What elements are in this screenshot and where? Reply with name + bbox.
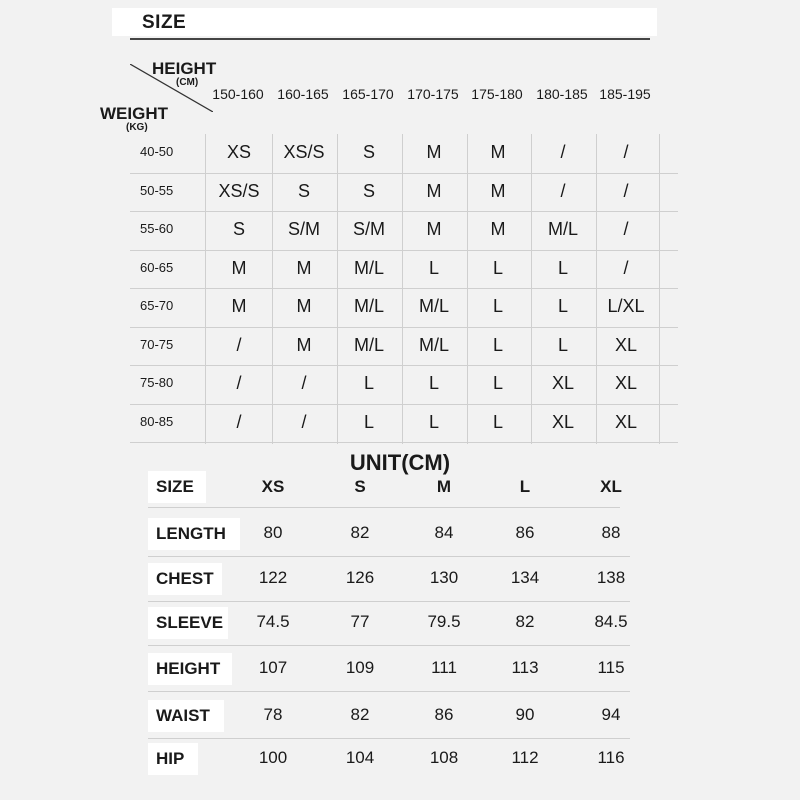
measurement-row-label: LENGTH: [148, 518, 240, 550]
size-cell: M: [231, 257, 247, 278]
height-range-header: 150-160: [212, 86, 264, 102]
size-cell: M: [490, 180, 506, 201]
size-cell: M/L: [547, 219, 578, 240]
height-range-header: 160-165: [277, 86, 329, 102]
measurement-value: 84.5: [594, 612, 628, 631]
size-cell: XL: [614, 411, 638, 432]
size-cell: /: [623, 219, 629, 240]
height-range-header: 170-175: [407, 86, 459, 102]
measurement-value: 78: [263, 705, 283, 724]
size-column-header: XL: [600, 477, 622, 496]
size-cell: /: [236, 334, 242, 355]
size-cell: M: [426, 180, 442, 201]
table-rule: [148, 738, 630, 739]
grid-hline: [205, 288, 678, 289]
measurement-row-label: HIP: [148, 743, 198, 775]
size-cell: L: [492, 257, 503, 278]
size-column-header: XS: [261, 477, 285, 496]
grid-vline: [205, 134, 206, 444]
size-cell: XL: [614, 334, 638, 355]
grid-hline: [130, 250, 205, 251]
size-column-header: L: [519, 477, 531, 496]
measurement-row-label: CHEST: [148, 563, 222, 595]
height-range-header: 185-195: [599, 86, 651, 102]
size-cell: M: [296, 334, 312, 355]
table-rule: [148, 645, 630, 646]
measurement-value: 122: [258, 568, 288, 587]
size-cell: M/L: [353, 257, 384, 278]
grid-hline: [205, 250, 678, 251]
size-cell: S: [362, 142, 375, 163]
size-cell: L: [492, 373, 503, 394]
size-cell: L: [428, 411, 439, 432]
table-rule: [148, 691, 630, 692]
measurement-row-label: HEIGHT: [148, 653, 232, 685]
header-divider: [130, 38, 650, 40]
grid-hline: [205, 365, 678, 366]
weight-range-header: 75-80: [140, 375, 174, 391]
size-cell: M: [490, 142, 506, 163]
measurement-value: 109: [345, 658, 375, 677]
weight-axis-label: WEIGHT: [100, 104, 168, 123]
size-cell: S: [297, 180, 310, 201]
grid-hline: [205, 404, 678, 405]
size-cell: /: [623, 142, 629, 163]
measurement-value: 74.5: [256, 612, 290, 631]
measurement-value: 94: [601, 705, 621, 724]
size-cell: /: [560, 180, 566, 201]
size-cell: XL: [551, 373, 575, 394]
height-range-header: 175-180: [471, 86, 523, 102]
size-column-header: S: [354, 477, 366, 496]
size-cell: /: [301, 411, 307, 432]
weight-range-header: 65-70: [140, 298, 174, 314]
measurement-value: 79.5: [427, 612, 461, 631]
measurement-value: 82: [515, 612, 535, 631]
size-cell: /: [236, 411, 242, 432]
measurement-value: 86: [515, 523, 535, 542]
size-cell: /: [236, 373, 242, 394]
grid-hline: [205, 442, 678, 443]
size-column-header: M: [436, 477, 452, 496]
measurement-value: 82: [350, 523, 370, 542]
weight-range-header: 80-85: [140, 413, 174, 429]
measurement-row-label: WAIST: [148, 700, 224, 732]
size-cell: /: [623, 180, 629, 201]
size-cell: XS: [226, 142, 251, 163]
grid-hline: [130, 327, 205, 328]
measurement-value: 126: [345, 568, 375, 587]
size-cell: L: [428, 257, 439, 278]
weight-range-header: 60-65: [140, 259, 174, 275]
size-cell: S/M: [352, 219, 385, 240]
grid-vline: [659, 134, 660, 444]
size-cell: /: [301, 373, 307, 394]
grid-hline: [130, 288, 205, 289]
size-cell: L: [428, 373, 439, 394]
weight-range-header: 55-60: [140, 221, 174, 237]
grid-hline: [205, 327, 678, 328]
weight-range-header: 70-75: [140, 336, 174, 352]
size-cell: M: [490, 219, 506, 240]
size-cell: /: [560, 142, 566, 163]
size-cell: L: [557, 296, 568, 317]
size-title-bar: [112, 8, 657, 36]
weight-range-header: 50-55: [140, 182, 174, 198]
table-rule: [148, 601, 630, 602]
weight-unit-label: (KG): [126, 122, 148, 133]
size-cell: /: [623, 257, 629, 278]
grid-hline: [130, 365, 205, 366]
size-cell: S/M: [287, 219, 320, 240]
size-cell: M: [426, 219, 442, 240]
measurement-value: 90: [515, 705, 535, 724]
size-cell: L: [557, 334, 568, 355]
grid-hline: [205, 173, 678, 174]
height-unit-label: (CM): [176, 77, 199, 88]
measurement-value: 82: [350, 705, 370, 724]
height-axis-label: HEIGHT: [152, 59, 217, 78]
measurement-value: 116: [597, 748, 625, 767]
measurement-value: 86: [434, 705, 454, 724]
measurement-value: 88: [601, 523, 621, 542]
size-cell: XS/S: [283, 142, 325, 163]
size-cell: S: [362, 180, 375, 201]
size-cell: S: [232, 219, 245, 240]
size-cell: M/L: [353, 296, 384, 317]
size-cell: M: [426, 142, 442, 163]
size-cell: M/L: [353, 334, 384, 355]
size-cell: XL: [551, 411, 575, 432]
measurement-row-label: SLEEVE: [148, 607, 228, 639]
page-title: SIZE: [142, 12, 187, 33]
size-cell: L: [557, 257, 568, 278]
size-cell: M: [296, 296, 312, 317]
measurement-value: 113: [511, 658, 539, 677]
measurement-table-title: UNIT(CM): [349, 450, 451, 475]
measurement-value: 77: [350, 612, 370, 631]
measurement-value: 84: [434, 523, 454, 542]
table-rule: [148, 507, 620, 508]
table-rule: [148, 556, 630, 557]
measurement-value: 130: [429, 568, 459, 587]
size-cell: M: [296, 257, 312, 278]
size-cell: L: [492, 334, 503, 355]
measurement-value: 134: [510, 568, 540, 587]
measurement-value: 108: [429, 748, 459, 767]
size-cell: L: [363, 411, 374, 432]
grid-hline: [130, 404, 205, 405]
measurement-value: 107: [258, 658, 288, 677]
size-cell: XS/S: [218, 180, 260, 201]
measurement-value: 138: [596, 568, 626, 587]
grid-hline: [130, 173, 205, 174]
measurement-value: 80: [263, 523, 283, 542]
grid-hline: [205, 211, 678, 212]
size-cell: M/L: [418, 334, 449, 355]
size-cell: M: [231, 296, 247, 317]
size-row-label: SIZE: [148, 471, 206, 503]
size-cell: L: [492, 411, 503, 432]
measurement-value: 100: [258, 748, 288, 767]
size-cell: L/XL: [607, 296, 645, 317]
grid-hline: [130, 442, 205, 443]
measurement-value: 111: [431, 658, 457, 677]
size-cell: L: [363, 373, 374, 394]
size-cell: XL: [614, 373, 638, 394]
measurement-value: 112: [511, 748, 539, 767]
size-cell: M/L: [418, 296, 449, 317]
height-range-header: 180-185: [536, 86, 588, 102]
measurement-value: 115: [597, 658, 625, 677]
measurement-value: 104: [345, 748, 375, 767]
grid-hline: [130, 211, 205, 212]
size-cell: L: [492, 296, 503, 317]
weight-range-header: 40-50: [140, 144, 174, 160]
height-range-header: 165-170: [342, 86, 394, 102]
